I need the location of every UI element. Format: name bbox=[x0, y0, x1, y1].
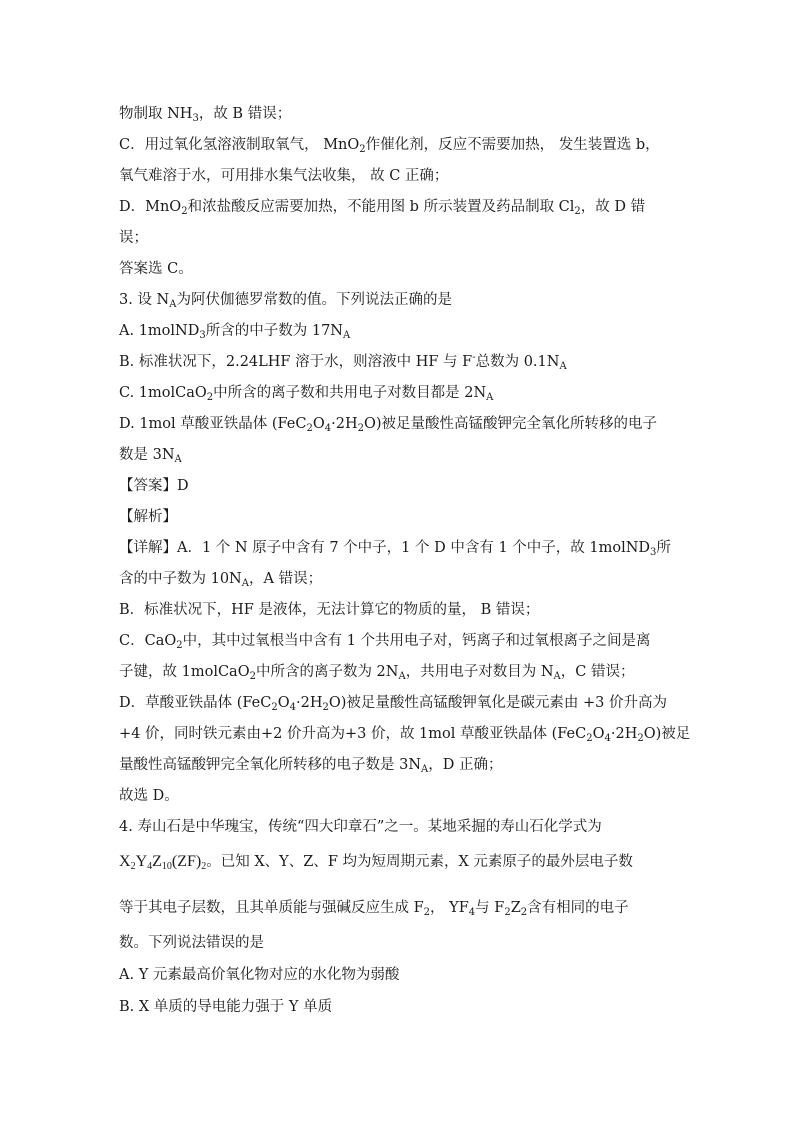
text-line: 含的中子数为 $10N_A$，A 错误； bbox=[119, 571, 323, 589]
text-line: 等于其电子层数，且其单质能与强碱反应生成 $F_2$， $YF_4$与 $F_2Z_2$含有相同的电子 bbox=[119, 900, 629, 918]
text-line: 误； bbox=[119, 230, 148, 246]
option-b: B. X 单质的导电能力强于 Y 单质 bbox=[119, 999, 333, 1015]
question-3-stem: 3. 设 $N_A$为阿伏伽德罗常数的值。下列说法正确的是 bbox=[119, 292, 452, 310]
option-a: A. 1molND$_3$所含的中子数为 $17N_A$ bbox=[119, 323, 351, 341]
text-line: 数是 $3N_A$ bbox=[119, 447, 182, 465]
text-line: 氧气难溶于水，可用排水集气法收集， 故 C 正确； bbox=[119, 168, 449, 184]
text-line: 量酸性高锰酸钾完全氧化所转移的电子数是 $3N_A$，D 正确； bbox=[119, 757, 503, 775]
option-c: C. 1molCaO$_2$中所含的离子数和共用电子对数目都是 $2N_A$ bbox=[119, 385, 494, 403]
text-line: 物制取 $NH_3$，故 B 错误； bbox=[119, 106, 292, 124]
answer-label: 【答案】D bbox=[119, 478, 189, 494]
text-line: C．用过氧化氢溶液制取氧气， MnO$_2$作催化剂，反应不需要加热， 发生装置选 b， bbox=[119, 137, 660, 155]
option-b: B. 标准状况下，2.24LHF 溶于水，则溶液中 HF 与 F-总数为 $0.1N_A$ bbox=[119, 352, 567, 372]
text-line: 子键，故 1molCaO$_2$中所含的离子数为 $2N_A$，共用电子对数目为 $N_A$，C 错误； bbox=[119, 664, 635, 682]
text-line: C．CaO$_2$中，其中过氧根当中含有 1 个共用电子对，钙离子和过氧根离子之间是离 bbox=[119, 633, 651, 651]
text-line: 数。下列说法错误的是 bbox=[119, 935, 264, 951]
text-line: +4 价，同时铁元素由+2 价升高为+3 价，故 1mol 草酸亚铁晶体 $(FeC_2O_4\cdot 2H_2O)$被足 bbox=[119, 726, 691, 744]
formula-line: $X_2Y_4Z_{10}(ZF)_2$。已知 X、Y、Z、F 均为短周期元素，X 元素原子的最外层电子数 bbox=[119, 853, 633, 872]
analysis-label: 【解析】 bbox=[119, 509, 177, 525]
question-4-stem: 4. 寿山石是中华瑰宝，传统“四大印章石”之一。某地采掘的寿山石化学式为 bbox=[119, 819, 602, 835]
option-a: A. Y 元素最高价氧化物对应的水化物为弱酸 bbox=[119, 967, 400, 983]
text-line: D．草酸亚铁晶体 $(FeC_2O_4\cdot 2H_2O)$被足量酸性高锰酸钾氧化是碳元素由 +3 价升高为 bbox=[119, 695, 667, 713]
text-line: 【详解】A．1 个 N 原子中含有 7 个中子，1 个 D 中含有 1 个中子，故 1molND$_3$所 bbox=[119, 540, 671, 558]
text-line: B．标准状况下，HF 是液体，无法计算它的物质的量， B 错误； bbox=[119, 602, 540, 618]
mineral-formula: $X_2Y_4Z_{10}(ZF)_2$ bbox=[119, 853, 207, 872]
option-d: D. 1mol 草酸亚铁晶体 $(FeC_2O_4\cdot 2H_2O)$被足量酸性高锰酸钾完全氧化所转移的电子 bbox=[119, 416, 658, 434]
text-line: D．MnO$_2$和浓盐酸反应需要加热，不能用图 b 所示装置及药品制取 $Cl_2$，故 D 错 bbox=[119, 199, 646, 217]
text-line: 故选 D。 bbox=[119, 788, 179, 804]
text-line: 答案选 C。 bbox=[119, 261, 193, 277]
